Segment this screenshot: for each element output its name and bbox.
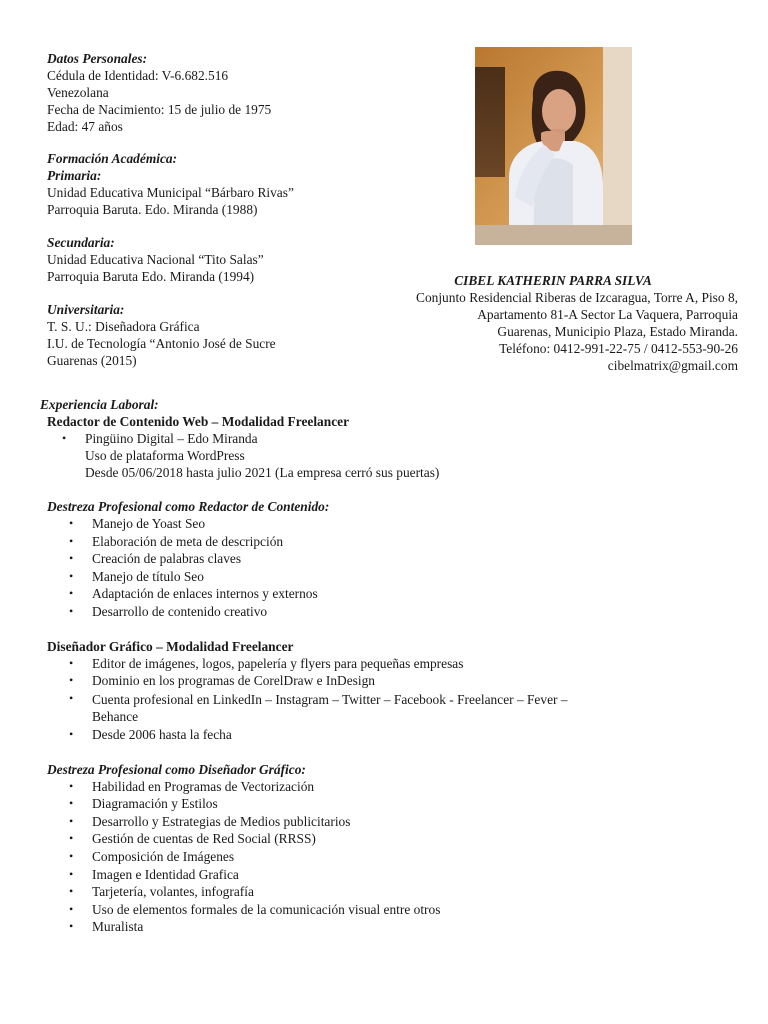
bullet-icon: • xyxy=(69,848,74,863)
university-label: Universitaria: xyxy=(47,302,125,317)
job1-title: Redactor de Contenido Web – Modalidad Freelancer xyxy=(47,414,350,429)
job2-item-text: Cuenta profesional en LinkedIn – Instagram – Twitter – Facebook - Freelancer – Fever – xyxy=(92,691,568,707)
job1-company: Pingüino Digital – Edo Miranda xyxy=(85,431,258,446)
address-line-2: Apartamento 81-A Sector La Vaquera, Parroquia xyxy=(477,307,738,322)
job1-detail-dates: Desde 05/06/2018 hasta julio 2021 (La empresa cerró sus puertas) xyxy=(85,465,440,480)
experience-section xyxy=(40,396,730,936)
secondary-school: Unidad Educativa Nacional “Tito Salas” xyxy=(47,252,264,267)
primary-location: Parroquia Baruta. Edo. Miranda (1988) xyxy=(47,202,258,217)
contact-section xyxy=(338,272,738,374)
job1-detail-platform: Uso de plataforma WordPress xyxy=(85,448,245,463)
skill-text: Uso de elementos formales de la comunicación visual entre otros xyxy=(92,901,441,917)
bullet-icon: • xyxy=(69,919,74,934)
bullet-icon: • xyxy=(69,778,74,793)
bullet-icon: • xyxy=(69,690,74,705)
job2-item-continuation: Behance xyxy=(92,709,139,725)
bullet-icon: • xyxy=(69,568,74,583)
university-block xyxy=(47,301,387,369)
skill-text: Composición de Imágenes xyxy=(92,848,235,864)
nationality-line: Venezolana xyxy=(47,85,109,100)
skill-text: Diagramación y Estilos xyxy=(92,796,218,812)
skill-text: Desarrollo de contenido creativo xyxy=(92,603,268,619)
list-item xyxy=(40,550,730,568)
bullet-icon: • xyxy=(69,901,74,916)
bullet-icon: • xyxy=(69,884,74,899)
list-item xyxy=(40,533,730,551)
bullet-icon: • xyxy=(69,673,74,688)
phone-line: Teléfono: 0412-991-22-75 / 0412-553-90-26 xyxy=(499,341,738,356)
skill-text: Desarrollo y Estrategias de Medios publicitarios xyxy=(92,813,351,829)
skill-text: Muralista xyxy=(92,919,144,935)
list-item xyxy=(40,830,730,848)
id-line: Cédula de Identidad: V-6.682.516 xyxy=(47,68,229,83)
address-line-3: Guarenas, Municipio Plaza, Estado Miranda. xyxy=(497,324,738,339)
bullet-icon: • xyxy=(69,726,74,741)
list-item xyxy=(40,672,730,690)
list-item xyxy=(40,430,730,447)
list-item xyxy=(40,883,730,901)
personal-heading: Datos Personales: xyxy=(47,51,148,66)
list-item xyxy=(40,848,730,866)
skill-text: Habilidad en Programas de Vectorización xyxy=(92,778,315,794)
list-item xyxy=(40,795,730,813)
secondary-block xyxy=(47,234,387,285)
bullet-icon: • xyxy=(69,831,74,846)
job1-list xyxy=(40,430,730,447)
bullet-icon: • xyxy=(69,866,74,881)
skill-text: Gestión de cuentas de Red Social (RRSS) xyxy=(92,831,316,847)
list-item xyxy=(40,778,730,796)
skills2-heading: Destreza Profesional como Diseñador Gráfico: xyxy=(47,761,306,777)
skills2-list xyxy=(40,778,730,936)
bullet-icon: • xyxy=(69,796,74,811)
job2-item-text: Editor de imágenes, logos, papelería y flyers para pequeñas empresas xyxy=(92,655,464,671)
bullet-icon: • xyxy=(69,516,74,530)
skill-text: Manejo de título Seo xyxy=(92,568,204,584)
bullet-icon: • xyxy=(62,431,67,445)
skill-text: Adaptación de enlaces internos y externos xyxy=(92,586,318,602)
skill-text: Tarjetería, volantes, infografía xyxy=(92,884,254,900)
list-item xyxy=(40,866,730,884)
skills1-list xyxy=(40,515,730,621)
list-item xyxy=(40,655,730,673)
skill-text: Elaboración de meta de descripción xyxy=(92,533,284,549)
address-line-1: Conjunto Residencial Riberas de Izcaragua, Torre A, Piso 8, xyxy=(416,290,738,305)
skill-text: Manejo de Yoast Seo xyxy=(92,516,206,531)
job2-item-text: Desde 2006 hasta la fecha xyxy=(92,726,232,742)
job2-item-text: Dominio en los programas de CorelDraw e InDesign xyxy=(92,673,375,689)
bullet-icon: • xyxy=(69,533,74,548)
list-item xyxy=(40,726,730,744)
candidate-name: CIBEL KATHERIN PARRA SILVA xyxy=(454,273,652,288)
primary-label: Primaria: xyxy=(47,168,102,183)
experience-heading: Experiencia Laboral: xyxy=(40,397,159,412)
email-line: cibelmatrix@gmail.com xyxy=(607,358,738,373)
job2-list xyxy=(40,655,730,744)
bullet-icon: • xyxy=(69,813,74,828)
list-item xyxy=(40,568,730,586)
education-section xyxy=(47,150,387,385)
primary-school: Unidad Educativa Municipal “Bárbaro Rivas” xyxy=(47,185,294,200)
list-item xyxy=(40,585,730,603)
university-degree: T. S. U.: Diseñadora Gráfica xyxy=(47,319,200,334)
list-item xyxy=(40,515,730,533)
list-item xyxy=(40,690,730,726)
list-item xyxy=(40,918,730,936)
skills1-heading: Destreza Profesional como Redactor de Contenido: xyxy=(47,499,330,514)
list-item xyxy=(40,813,730,831)
skill-text: Imagen e Identidad Grafica xyxy=(92,866,239,882)
age-line: Edad: 47 años xyxy=(47,119,123,134)
birthdate-line: Fecha de Nacimiento: 15 de julio de 1975 xyxy=(47,102,272,117)
bullet-icon: • xyxy=(69,603,74,618)
job2-title: Diseñador Gráfico – Modalidad Freelancer xyxy=(47,638,294,654)
bullet-icon: • xyxy=(69,551,74,566)
list-item xyxy=(40,603,730,621)
profile-photo xyxy=(475,47,632,245)
university-location: Guarenas (2015) xyxy=(47,353,137,368)
education-heading: Formación Académica: xyxy=(47,151,178,166)
secondary-location: Parroquia Baruta Edo. Miranda (1994) xyxy=(47,269,255,284)
secondary-label: Secundaria: xyxy=(47,235,115,250)
primary-block xyxy=(47,167,387,218)
list-item xyxy=(40,901,730,919)
personal-data-section xyxy=(47,50,387,135)
skill-text: Creación de palabras claves xyxy=(92,551,242,567)
university-institution: I.U. de Tecnología “Antonio José de Sucre xyxy=(47,336,276,351)
bullet-icon: • xyxy=(69,586,74,601)
bullet-icon: • xyxy=(69,655,74,670)
